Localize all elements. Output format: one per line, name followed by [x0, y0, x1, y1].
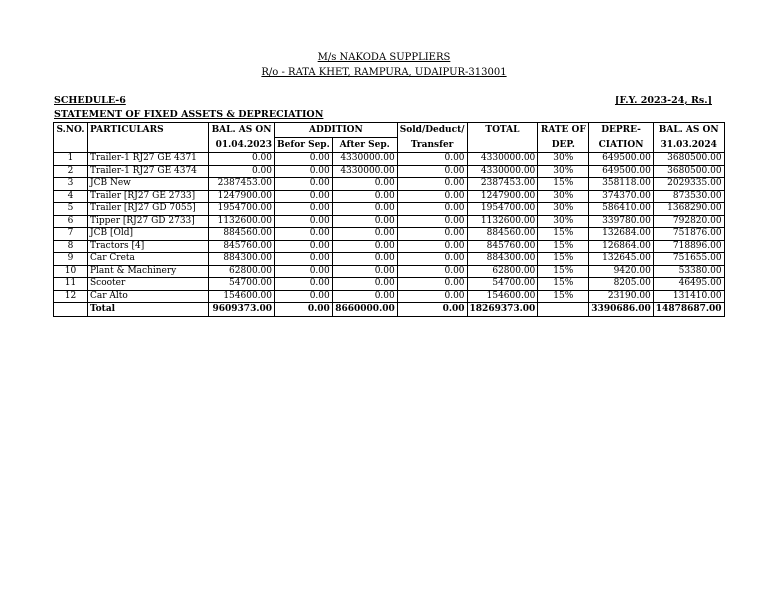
col-rate: RATE OF [538, 123, 589, 138]
row-total: 845760.00 [467, 240, 538, 253]
row-rate: 30% [538, 190, 589, 203]
row-sno: 10 [54, 265, 88, 278]
table-row [54, 253, 725, 266]
total-close: 14878687.00 [653, 303, 724, 317]
col-addition: ADDITION [275, 123, 398, 138]
row-total: 884300.00 [467, 253, 538, 266]
row-total: 1247900.00 [467, 190, 538, 203]
row-sold: 0.00 [397, 265, 467, 278]
row-sold: 0.00 [397, 215, 467, 228]
total-before: 0.00 [275, 303, 333, 317]
row-after-sep: 0.00 [332, 190, 397, 203]
col-sold: Sold/Deduct/ [397, 123, 467, 138]
row-particulars: Plant & Machinery [88, 265, 209, 278]
row-total: 154600.00 [467, 290, 538, 303]
row-bal-open: 1132600.00 [209, 215, 275, 228]
row-sno: 9 [54, 253, 88, 266]
table-row [54, 165, 725, 178]
total-row [54, 303, 725, 317]
row-rate: 30% [538, 203, 589, 216]
table-row [54, 190, 725, 203]
row-bal-open: 62800.00 [209, 265, 275, 278]
row-bal-open: 154600.00 [209, 290, 275, 303]
schedule-label: SCHEDULE-6 [54, 95, 126, 106]
row-bal-open: 2387453.00 [209, 178, 275, 191]
row-particulars: JCB [Old] [88, 228, 209, 241]
total-open: 9609373.00 [209, 303, 275, 317]
row-particulars: JCB New [88, 178, 209, 191]
row-particulars: Tractors [4] [88, 240, 209, 253]
row-before-sep: 0.00 [275, 153, 333, 166]
row-particulars: Trailer [RJ27 GD 7055] [88, 203, 209, 216]
row-rate: 15% [538, 253, 589, 266]
row-rate: 15% [538, 265, 589, 278]
row-total: 54700.00 [467, 278, 538, 291]
row-sno: 3 [54, 178, 88, 191]
table-row [54, 215, 725, 228]
row-after-sep: 4330000.00 [332, 165, 397, 178]
row-sold: 0.00 [397, 165, 467, 178]
row-before-sep: 0.00 [275, 178, 333, 191]
col-particulars-sub [88, 138, 209, 153]
total-after: 8660000.00 [332, 303, 397, 317]
row-bal-open: 0.00 [209, 153, 275, 166]
col-bal-close: BAL. AS ON [653, 123, 724, 138]
row-bal-open: 884560.00 [209, 228, 275, 241]
table-row [54, 265, 725, 278]
col-dep: DEPRE- [589, 123, 654, 138]
row-sno: 5 [54, 203, 88, 216]
row-total: 2387453.00 [467, 178, 538, 191]
col-bal-open: BAL. AS ON [209, 123, 275, 138]
col-total-sub [467, 138, 538, 153]
row-before-sep: 0.00 [275, 190, 333, 203]
row-rate: 15% [538, 290, 589, 303]
row-bal-close: 873530.00 [653, 190, 724, 203]
row-sold: 0.00 [397, 178, 467, 191]
row-bal-close: 718896.00 [653, 240, 724, 253]
total-total: 18269373.00 [467, 303, 538, 317]
row-after-sep: 0.00 [332, 290, 397, 303]
total-rate-cell [538, 303, 589, 317]
table-row [54, 203, 725, 216]
row-sold: 0.00 [397, 228, 467, 241]
col-after-sep: After Sep. [332, 138, 397, 153]
row-rate: 30% [538, 165, 589, 178]
table-row [54, 178, 725, 191]
fixed-assets-table [53, 122, 725, 317]
row-bal-close: 131410.00 [653, 290, 724, 303]
row-after-sep: 0.00 [332, 278, 397, 291]
row-before-sep: 0.00 [275, 253, 333, 266]
row-before-sep: 0.00 [275, 290, 333, 303]
header-row-1 [54, 123, 725, 138]
row-depreciation: 374370.00 [589, 190, 654, 203]
table-row [54, 278, 725, 291]
row-total: 1132600.00 [467, 215, 538, 228]
row-bal-close: 46495.00 [653, 278, 724, 291]
row-sold: 0.00 [397, 253, 467, 266]
row-bal-open: 54700.00 [209, 278, 275, 291]
row-total: 4330000.00 [467, 165, 538, 178]
col-total: TOTAL [467, 123, 538, 138]
row-rate: 30% [538, 153, 589, 166]
col-sold-sub: Transfer [397, 138, 467, 153]
row-after-sep: 0.00 [332, 253, 397, 266]
row-sno: 8 [54, 240, 88, 253]
total-sno-cell [54, 303, 88, 317]
row-after-sep: 0.00 [332, 178, 397, 191]
row-depreciation: 132684.00 [589, 228, 654, 241]
col-particulars: PARTICULARS [88, 123, 209, 138]
col-sno: S.NO. [54, 123, 88, 138]
col-bal-close-date: 31.03.2024 [653, 138, 724, 153]
row-total: 4330000.00 [467, 153, 538, 166]
row-bal-close: 751655.00 [653, 253, 724, 266]
row-sno: 1 [54, 153, 88, 166]
row-bal-close: 3680500.00 [653, 153, 724, 166]
row-depreciation: 339780.00 [589, 215, 654, 228]
row-sno: 6 [54, 215, 88, 228]
row-bal-open: 0.00 [209, 165, 275, 178]
row-bal-close: 3680500.00 [653, 165, 724, 178]
row-rate: 30% [538, 215, 589, 228]
row-sold: 0.00 [397, 278, 467, 291]
company-name: M/s NAKODA SUPPLIERS [317, 52, 451, 63]
row-depreciation: 358118.00 [589, 178, 654, 191]
row-sold: 0.00 [397, 190, 467, 203]
row-sno: 4 [54, 190, 88, 203]
table-row [54, 228, 725, 241]
row-before-sep: 0.00 [275, 228, 333, 241]
row-depreciation: 586410.00 [589, 203, 654, 216]
financial-year: [F.Y. 2023-24, Rs.] [614, 95, 712, 106]
row-particulars: Trailer-1 RJ27 GE 4371 [88, 153, 209, 166]
row-bal-open: 1954700.00 [209, 203, 275, 216]
row-sno: 2 [54, 165, 88, 178]
row-sno: 7 [54, 228, 88, 241]
row-bal-close: 2029335.00 [653, 178, 724, 191]
row-before-sep: 0.00 [275, 278, 333, 291]
row-depreciation: 8205.00 [589, 278, 654, 291]
table-row [54, 240, 725, 253]
row-sno: 11 [54, 278, 88, 291]
row-total: 884560.00 [467, 228, 538, 241]
table-row [54, 290, 725, 303]
row-before-sep: 0.00 [275, 165, 333, 178]
row-bal-close: 751876.00 [653, 228, 724, 241]
row-depreciation: 126864.00 [589, 240, 654, 253]
row-particulars: Car Creta [88, 253, 209, 266]
col-bal-open-date: 01.04.2023 [209, 138, 275, 153]
row-depreciation: 649500.00 [589, 165, 654, 178]
row-particulars: Car Alto [88, 290, 209, 303]
col-rate-sub: DEP. [538, 138, 589, 153]
row-depreciation: 9420.00 [589, 265, 654, 278]
row-particulars: Scooter [88, 278, 209, 291]
total-dep: 3390686.00 [589, 303, 654, 317]
row-after-sep: 4330000.00 [332, 153, 397, 166]
company-address: R/o - RATA KHET, RAMPURA, UDAIPUR-313001 [261, 67, 507, 78]
row-bal-close: 1368290.00 [653, 203, 724, 216]
header-row-2 [54, 138, 725, 153]
row-bal-open: 1247900.00 [209, 190, 275, 203]
row-particulars: Tipper [RJ27 GD 2733] [88, 215, 209, 228]
row-after-sep: 0.00 [332, 240, 397, 253]
row-sold: 0.00 [397, 290, 467, 303]
row-total: 1954700.00 [467, 203, 538, 216]
total-label: Total [88, 303, 209, 317]
total-sold: 0.00 [397, 303, 467, 317]
row-after-sep: 0.00 [332, 215, 397, 228]
row-rate: 15% [538, 178, 589, 191]
row-bal-open: 884300.00 [209, 253, 275, 266]
row-before-sep: 0.00 [275, 265, 333, 278]
row-rate: 15% [538, 228, 589, 241]
col-before-sep: Befor Sep. [275, 138, 333, 153]
row-particulars: Trailer-1 RJ27 GE 4374 [88, 165, 209, 178]
row-before-sep: 0.00 [275, 215, 333, 228]
col-sno-sub [54, 138, 88, 153]
statement-title: STATEMENT OF FIXED ASSETS & DEPRECIATION [54, 109, 324, 120]
row-rate: 15% [538, 240, 589, 253]
row-sold: 0.00 [397, 203, 467, 216]
row-bal-close: 53380.00 [653, 265, 724, 278]
row-bal-close: 792820.00 [653, 215, 724, 228]
table-row [54, 153, 725, 166]
row-after-sep: 0.00 [332, 203, 397, 216]
row-depreciation: 649500.00 [589, 153, 654, 166]
row-sold: 0.00 [397, 240, 467, 253]
row-depreciation: 132645.00 [589, 253, 654, 266]
col-dep-sub: CIATION [589, 138, 654, 153]
row-total: 62800.00 [467, 265, 538, 278]
row-sold: 0.00 [397, 153, 467, 166]
row-sno: 12 [54, 290, 88, 303]
row-after-sep: 0.00 [332, 265, 397, 278]
row-particulars: Trailer [RJ27 GE 2733] [88, 190, 209, 203]
row-bal-open: 845760.00 [209, 240, 275, 253]
row-depreciation: 23190.00 [589, 290, 654, 303]
row-before-sep: 0.00 [275, 240, 333, 253]
row-rate: 15% [538, 278, 589, 291]
row-after-sep: 0.00 [332, 228, 397, 241]
row-before-sep: 0.00 [275, 203, 333, 216]
